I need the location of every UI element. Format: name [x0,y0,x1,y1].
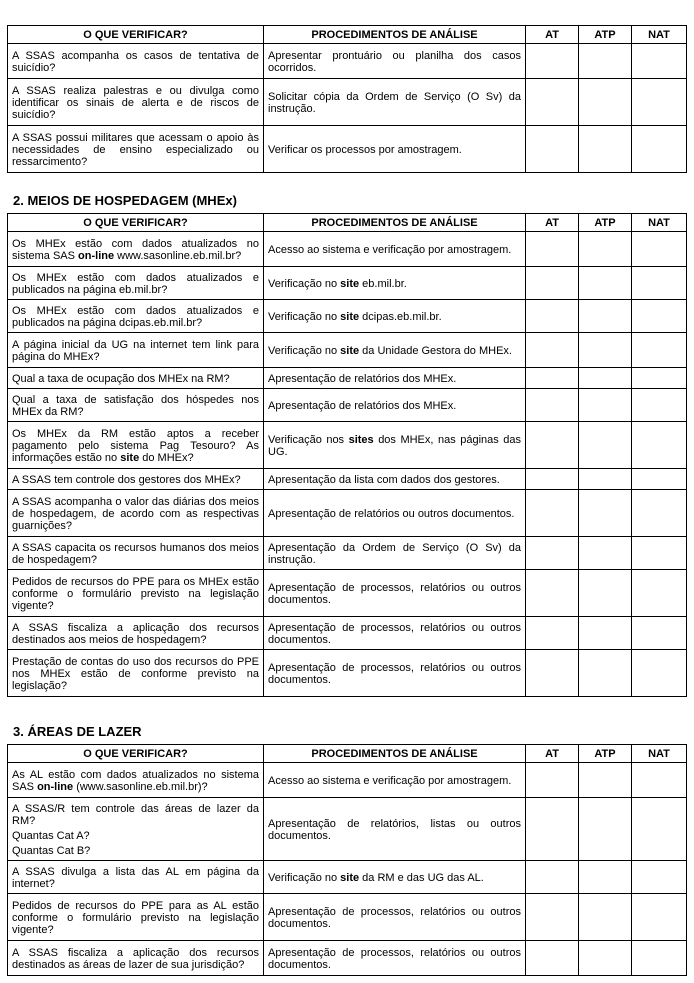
at-cell[interactable] [526,79,579,126]
at-cell[interactable] [526,389,579,422]
procedure-text: Apresentação de processos, relatórios ou outros documentos. [268,905,521,930]
nat-cell[interactable] [632,44,687,79]
table-row [8,44,687,79]
question-text: A página inicial da UG na internet tem link para página do MHEx? [12,338,259,363]
question-cell [8,267,264,300]
nat-cell[interactable] [632,333,687,368]
question-cell [8,798,264,861]
table-row [8,267,687,300]
procedure-cell [264,861,526,894]
table-row [8,798,687,861]
question-text: Os MHEx estão com dados atualizados no sistema SAS [12,237,259,262]
at-cell[interactable] [526,368,579,389]
question-text-end: (www.sasonline.eb.mil.br)? [73,780,208,793]
procedure-text: Apresentação de relatórios ou outros documentos. [268,507,515,520]
table-row [8,537,687,570]
nat-cell[interactable] [632,300,687,333]
at-cell[interactable] [526,617,579,650]
nat-cell[interactable] [632,763,687,798]
question-text: A SSAS capacita os recursos humanos dos meios de hospedagem? [12,541,259,566]
nat-cell[interactable] [632,537,687,570]
table-row [8,232,687,267]
section-heading-hospedagem: 2. MEIOS DE HOSPEDAGEM (MHEx) [13,193,237,208]
nat-cell[interactable] [632,617,687,650]
procedure-emphasis: site [340,310,360,323]
procedure-cell [264,763,526,798]
procedure-text: Verificação nos [268,433,349,446]
header-procedure: PROCEDIMENTOS DE ANÁLISE [264,214,526,232]
procedure-cell [264,490,526,537]
procedure-text: Verificação no [268,277,341,290]
procedure-cell [264,570,526,617]
procedure-cell [264,368,526,389]
nat-cell[interactable] [632,941,687,976]
question-subline: Quantas Cat B? [12,844,91,857]
table-row [8,333,687,368]
procedure-cell [264,894,526,941]
at-cell[interactable] [526,469,579,490]
atp-cell[interactable] [579,570,632,617]
procedure-text-end: da Unidade Gestora do MHEx. [359,344,512,357]
header-procedure: PROCEDIMENTOS DE ANÁLISE [264,26,526,44]
at-cell[interactable] [526,763,579,798]
atp-cell[interactable] [579,267,632,300]
procedure-cell [264,469,526,490]
question-cell [8,650,264,697]
at-cell[interactable] [526,570,579,617]
procedure-cell [264,650,526,697]
at-cell[interactable] [526,941,579,976]
table-row [8,861,687,894]
question-text: Os MHEx estão com dados atualizados e publicados na página eb.mil.br? [12,271,259,296]
atp-cell[interactable] [579,368,632,389]
question-text: Qual a taxa de satisfação dos hóspedes nos MHEx da RM? [12,393,259,418]
procedure-cell [264,267,526,300]
table-row [8,368,687,389]
question-emphasis: on-line [37,780,74,793]
procedure-cell [264,389,526,422]
question-cell [8,861,264,894]
checklist-table-section-2 [7,213,687,697]
atp-cell[interactable] [579,389,632,422]
question-cell [8,389,264,422]
atp-cell[interactable] [579,422,632,469]
question-cell [8,537,264,570]
nat-cell[interactable] [632,650,687,697]
table-row [8,570,687,617]
procedure-text: Verificação no [268,344,341,357]
at-cell[interactable] [526,267,579,300]
procedure-text: Apresentação da lista com dados dos gestores. [268,473,500,486]
question-cell: A SSAS possui militares que acessam o apoio às necessidades de ensino especializado ou ressarcimento? [8,126,264,173]
question-text: A SSAS/R tem controle das áreas de lazer da RM? [12,802,259,827]
question-text: Os MHEx estão com dados atualizados e publicados na página dcipas.eb.mil.br? [12,304,259,329]
question-cell: A SSAS realiza palestras e ou divulga como identificar os sinais de alerta e de riscos de suicídio? [8,79,264,126]
atp-cell[interactable] [579,537,632,570]
question-cell [8,333,264,368]
procedure-text: Apresentação de relatórios dos MHEx. [268,399,457,412]
nat-cell[interactable] [632,490,687,537]
question-text: Pedidos de recursos do PPE para as AL estão conforme o formulário previsto na legislação vigente? [12,899,259,936]
nat-cell[interactable] [632,570,687,617]
section-heading-areas-lazer: 3. ÁREAS DE LAZER [13,724,142,739]
nat-cell[interactable] [632,126,687,173]
at-cell[interactable] [526,894,579,941]
at-cell[interactable] [526,44,579,79]
question-text: A SSAS fiscaliza a aplicação dos recursos destinados as áreas de lazer de sua jurisdição? [12,946,259,971]
at-cell[interactable] [526,422,579,469]
atp-cell[interactable] [579,44,632,79]
procedure-text-end: dcipas.eb.mil.br. [359,310,442,323]
procedure-cell [264,798,526,861]
question-text: A SSAS fiscaliza a aplicação dos recursos destinados aos meios de hospedagem? [12,621,259,646]
question-text: As AL estão com dados atualizados no sistema SAS [12,768,259,793]
nat-cell[interactable] [632,232,687,267]
table-row [8,422,687,469]
at-cell[interactable] [526,798,579,861]
question-emphasis: on-line [78,249,115,262]
question-text-end: do MHEx? [139,451,194,464]
atp-cell[interactable] [579,617,632,650]
question-text: Os MHEx da RM estão aptos a receber pagamento pelo sistema Pag Tesouro? As informações estão no [12,427,259,464]
header-procedure: PROCEDIMENTOS DE ANÁLISE [264,745,526,763]
nat-cell[interactable] [632,267,687,300]
checklist-table-section-3 [7,744,687,976]
header-at: AT [526,26,579,44]
table-header-row [8,214,687,232]
table-row [8,650,687,697]
procedure-cell: Apresentar prontuário ou planilha dos casos ocorridos. [264,44,526,79]
atp-cell[interactable] [579,232,632,267]
procedure-emphasis: site [340,344,360,357]
at-cell[interactable] [526,232,579,267]
question-text-end: www.sasonline.eb.mil.br? [114,249,242,262]
procedure-cell: Verificar os processos por amostragem. [264,126,526,173]
table-row [8,469,687,490]
atp-cell[interactable] [579,126,632,173]
at-cell[interactable] [526,861,579,894]
procedure-cell [264,333,526,368]
nat-cell[interactable] [632,422,687,469]
procedure-text: Acesso ao sistema e verificação por amostragem. [268,243,512,256]
procedure-text: Apresentação de relatórios dos MHEx. [268,372,457,385]
atp-cell[interactable] [579,941,632,976]
header-atp: ATP [579,745,632,763]
procedure-text: Apresentação da Ordem de Serviço (O Sv) da instrução. [268,541,521,566]
procedure-emphasis: sites [348,433,374,446]
table-row [8,300,687,333]
table-row [8,894,687,941]
question-text: Prestação de contas do uso dos recursos do PPE nos MHEx estão de conforme previsto na legislação? [12,655,259,692]
question-cell [8,469,264,490]
procedure-text: Apresentação de relatórios, listas ou outros documentos. [268,817,521,842]
atp-cell[interactable] [579,300,632,333]
header-nat: NAT [632,745,687,763]
question-cell [8,368,264,389]
table-row [8,617,687,650]
table-row [8,763,687,798]
question-subline: Quantas Cat A? [12,829,90,842]
table-header-row [8,26,687,44]
question-text: Qual a taxa de ocupação dos MHEx na RM? [12,372,230,385]
procedure-text-end: dos MHEx, nas páginas das UG. [268,433,522,458]
nat-cell[interactable] [632,798,687,861]
procedure-emphasis: site [340,277,360,290]
at-cell[interactable] [526,537,579,570]
table-row [8,490,687,537]
question-text: A SSAS tem controle dos gestores dos MHEx? [12,473,241,486]
nat-cell[interactable] [632,389,687,422]
atp-cell[interactable] [579,490,632,537]
question-cell [8,232,264,267]
question-text: A SSAS divulga a lista das AL em página da internet? [12,865,259,890]
procedure-text: Apresentação de processos, relatórios ou outros documentos. [268,946,521,971]
question-cell: A SSAS acompanha os casos de tentativa de suicídio? [8,44,264,79]
nat-cell[interactable] [632,469,687,490]
procedure-text: Apresentação de processos, relatórios ou outros documentos. [268,581,521,606]
header-verify: O QUE VERIFICAR? [8,214,264,232]
header-at: AT [526,214,579,232]
header-atp: ATP [579,214,632,232]
question-cell [8,763,264,798]
atp-cell[interactable] [579,798,632,861]
atp-cell[interactable] [579,79,632,126]
procedure-text: Acesso ao sistema e verificação por amostragem. [268,774,512,787]
question-cell [8,422,264,469]
atp-cell[interactable] [579,763,632,798]
procedure-cell: Solicitar cópia da Ordem de Serviço (O Sv) da instrução. [264,79,526,126]
procedure-text: Apresentação de processos, relatórios ou outros documentos. [268,621,521,646]
procedure-text: Verificação no [268,871,341,884]
question-cell [8,617,264,650]
header-atp: ATP [579,26,632,44]
table-header-row [8,745,687,763]
procedure-text: Apresentação de processos, relatórios ou outros documentos. [268,661,521,686]
checklist-table-section-1 [7,25,687,173]
question-text: Pedidos de recursos do PPE para os MHEx estão conforme o formulário previsto na legislação vigente? [12,575,259,612]
nat-cell[interactable] [632,368,687,389]
table-row [8,126,687,173]
atp-cell[interactable] [579,469,632,490]
procedure-text-end: da RM e das UG das AL. [359,871,484,884]
at-cell[interactable] [526,333,579,368]
procedure-cell [264,537,526,570]
procedure-cell [264,422,526,469]
question-cell [8,490,264,537]
atp-cell[interactable] [579,333,632,368]
atp-cell[interactable] [579,861,632,894]
at-cell[interactable] [526,300,579,333]
nat-cell[interactable] [632,861,687,894]
nat-cell[interactable] [632,79,687,126]
atp-cell[interactable] [579,894,632,941]
question-cell [8,941,264,976]
at-cell[interactable] [526,490,579,537]
question-cell [8,894,264,941]
procedure-text-end: eb.mil.br. [359,277,407,290]
procedure-cell [264,232,526,267]
header-verify: O QUE VERIFICAR? [8,26,264,44]
at-cell[interactable] [526,126,579,173]
question-text: A SSAS acompanha o valor das diárias dos meios de hospedagem, de acordo com as respectivas guarnições? [12,495,259,532]
question-cell [8,300,264,333]
procedure-emphasis: site [340,871,360,884]
atp-cell[interactable] [579,650,632,697]
table-row [8,79,687,126]
table-row [8,941,687,976]
header-nat: NAT [632,214,687,232]
question-emphasis: site [120,451,140,464]
header-verify: O QUE VERIFICAR? [8,745,264,763]
nat-cell[interactable] [632,894,687,941]
procedure-cell [264,617,526,650]
table-row [8,389,687,422]
header-at: AT [526,745,579,763]
question-cell [8,570,264,617]
at-cell[interactable] [526,650,579,697]
procedure-cell [264,941,526,976]
procedure-text: Verificação no [268,310,341,323]
procedure-cell [264,300,526,333]
header-nat: NAT [632,26,687,44]
